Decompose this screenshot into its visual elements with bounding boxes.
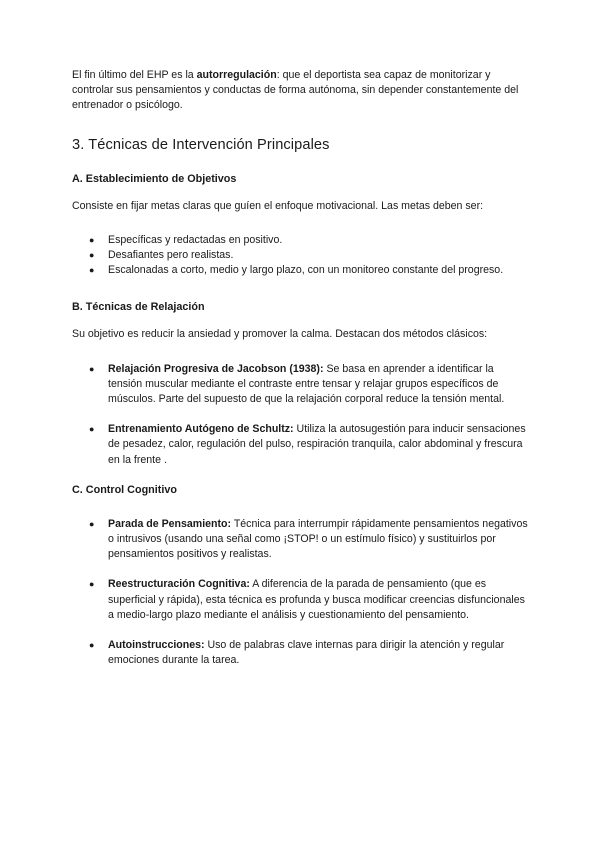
bullet-icon: ●	[89, 363, 95, 374]
list-item-text: Uso de palabras clave internas para dirigir la atención y regular emociones durante la tarea.	[108, 639, 505, 667]
section-b-title: B. Técnicas de Relajación	[72, 301, 205, 314]
list-item-term: Entrenamiento Autógeno de Schultz:	[108, 423, 294, 436]
list-item-text: Escalonadas a corto, medio y largo plazo, con un monitoreo constante del progreso.	[108, 264, 504, 277]
list-item	[72, 638, 528, 668]
intro-paragraph	[72, 68, 528, 114]
list-item	[72, 422, 528, 468]
list-item-term: Reestructuración Cognitiva:	[108, 578, 250, 591]
section-3-heading: 3. Técnicas de Intervención Principales	[72, 136, 330, 153]
list-item-text: Desafiantes pero realistas.	[108, 249, 234, 262]
bullet-icon: ●	[89, 424, 95, 435]
section-b-description: Su objetivo es reducir la ansiedad y promover la calma. Destacan dos métodos clásicos:	[72, 328, 488, 341]
bullet-icon: ●	[89, 234, 95, 245]
section-b-list	[72, 362, 528, 468]
section-c-title: C. Control Cognitivo	[72, 483, 177, 496]
list-item	[72, 233, 528, 248]
section-c-list	[72, 517, 528, 669]
bullet-icon: ●	[89, 640, 95, 651]
document-page	[72, 68, 528, 683]
list-item	[72, 362, 528, 408]
section-a-list	[72, 233, 528, 279]
list-item	[72, 517, 528, 563]
list-item-term: Relajación Progresiva de Jacobson (1938):	[108, 362, 324, 375]
section-a-description: Consiste en fijar metas claras que guíen el enfoque motivacional. Las metas deben ser:	[72, 199, 484, 212]
list-item-text: Técnica para interrumpir rápidamente pensamientos negativos o intrusivos (usando una señal como ¡STOP! o un estímulo físico) y sustituirlos por pensamientos positivos y realistas.	[108, 517, 528, 561]
bullet-icon: ●	[89, 518, 95, 529]
bullet-icon: ●	[89, 579, 95, 590]
list-item-term: Autoinstrucciones:	[108, 639, 205, 652]
bullet-icon: ●	[89, 265, 95, 276]
bullet-icon: ●	[89, 250, 95, 261]
list-item	[72, 263, 528, 278]
list-item-text: Utiliza la autosugestión para inducir sensaciones de pesadez, calor, regulación del pulso, respiración tranquila, calor abdominal y frescura en la frente .	[108, 423, 526, 466]
section-a-title: A. Establecimiento de Objetivos	[72, 172, 237, 185]
list-item-text: Se basa en aprender a identificar la tensión muscular mediante el contraste entre tensar y relajar grupos específicos de músculos. Parte del supuesto de que la relajación corporal reduce la tensión mental.	[108, 362, 505, 406]
intro-text-after: : que el deportista sea capaz de monitorizar y controlar sus pensamientos y conductas de forma autónoma, sin depender constantemente del entrenador o psicólogo.	[72, 69, 519, 112]
intro-text-before: El fin último del EHP es la	[72, 69, 197, 81]
list-item	[72, 577, 528, 623]
intro-bold-term: autorregulación	[196, 69, 277, 81]
list-item-text: A diferencia de la parada de pensamiento (que es superficial y rápida), esta técnica es profunda y busca modificar creencias disfuncionales a medio-largo plazo mediante el análisis y cuestionamiento del pensamiento.	[108, 578, 525, 621]
list-item	[72, 248, 528, 263]
list-item-text: Específicas y redactadas en positivo.	[108, 233, 283, 246]
list-item-term: Parada de Pensamiento:	[108, 517, 232, 530]
